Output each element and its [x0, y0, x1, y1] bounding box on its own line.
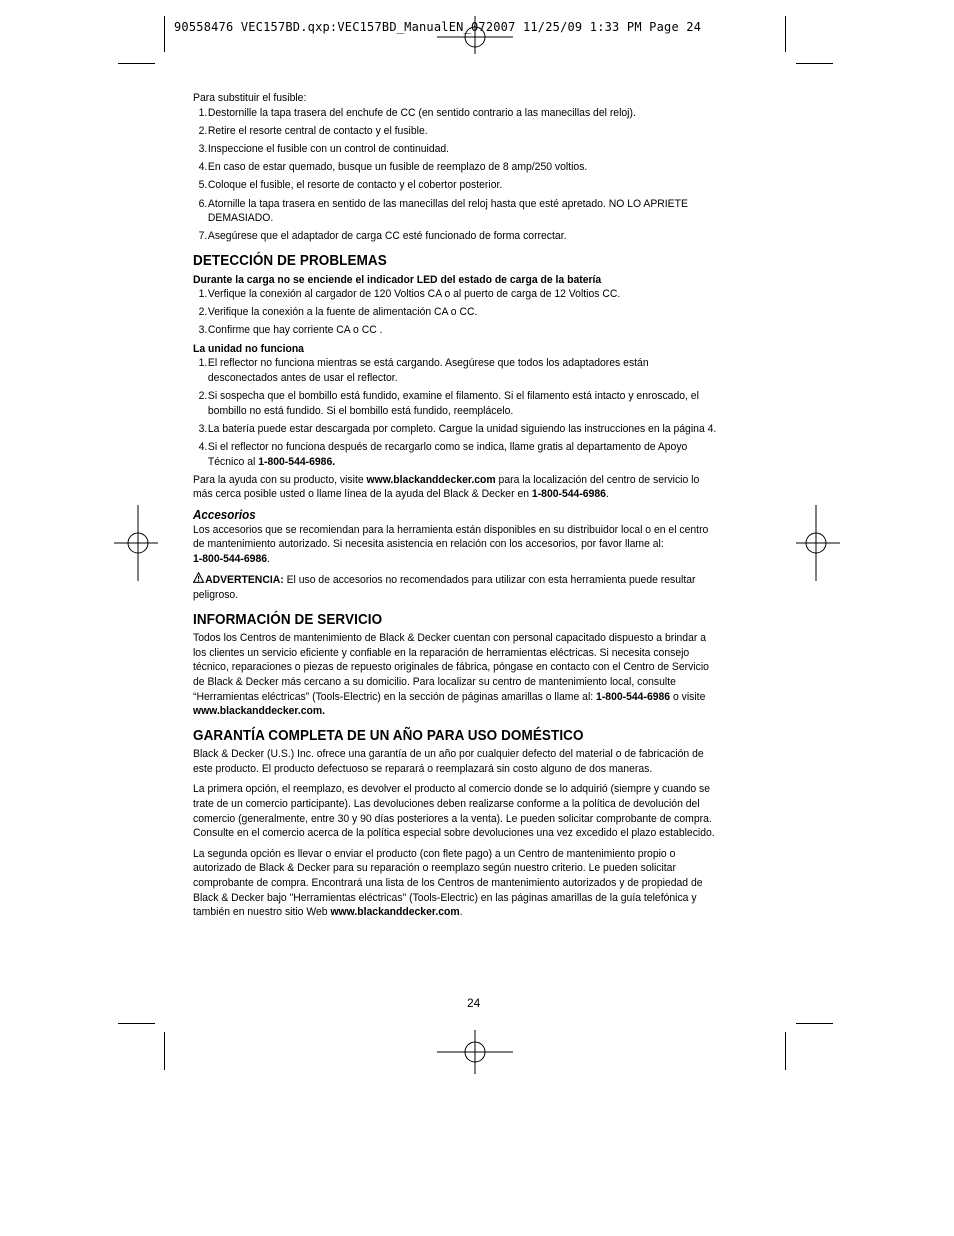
led-steps: [193, 287, 721, 338]
registration-mark-icon: [796, 505, 840, 581]
unit-not-working-subheading: La unidad no funciona: [193, 342, 304, 355]
list-item: 2. Retire el resorte central de contacto y el fusible.: [198, 124, 428, 137]
list-item: 3. Confirme que hay corriente CA o CC .: [198, 324, 383, 337]
list-item: 1. El reflector no funciona mientras se está cargando. Asegúrese que todos los adaptadores están desconectados antes de usar el reflector.: [198, 357, 649, 384]
crop-mark: [164, 1032, 165, 1070]
phone-number: 1-800-544-6986: [193, 552, 268, 565]
service-heading: INFORMACIÓN DE SERVICIO: [193, 611, 383, 628]
accessories-heading: Accesorios: [193, 507, 256, 522]
service-paragraph: Todos los Centros de mantenimiento de Black & Decker cuentan con personal capacitado dispuesto a brindar a los clientes un servicio eficiente y confiable en la reparación de herramientas eléctricas. Si necesita consejo técnico, reparaciones o piezas de repuesto originales de fábrica, póngase en contacto con el Centro de Servicio de Black & Decker más cercano a su domicilio. Para localizar su centro de mantenimiento local, consulte “Herramientas eléctricas” (Tools-Electric) en la sección de páginas amarillas o llame al: 1-800-544-6986 o visite www.blackanddecker.com.: [193, 632, 709, 718]
website-link[interactable]: www.blackanddecker.com.: [193, 705, 326, 718]
list-item: 2. Verifique la conexión a la fuente de alimentación CA o CC.: [198, 306, 478, 319]
phone-number: 1-800-544-6986: [596, 690, 671, 703]
website-link[interactable]: www.blackanddecker.com: [330, 906, 460, 919]
troubleshooting-heading: DETECCIÓN DE PROBLEMAS: [193, 252, 387, 269]
list-item: 4. En caso de estar quemado, busque un fusible de reemplazo de 8 amp/250 voltios.: [198, 161, 588, 174]
crop-mark: [785, 1032, 786, 1070]
list-item: 3. Inspeccione el fusible con un control de continuidad.: [198, 142, 450, 155]
registration-mark-icon: [114, 505, 158, 581]
crop-mark: [785, 16, 786, 52]
warranty-paragraph-1: Black & Decker (U.S.) Inc. ofrece una garantía de un año por cualquier defecto del material o de fabricación de este producto. El producto defectuoso se reparará o reemplazará sin costo alguno de dos maneras.: [193, 748, 704, 775]
help-paragraph: Para la ayuda con su producto, visite www.blackanddecker.com para la localización del centro de servicio lo más cerca posible usted o llame línea de la ayuda del Black & Decker en 1-800-544-6986.: [193, 473, 700, 501]
phone-number: 1-800-544-6986.: [258, 455, 336, 468]
list-item: 3. La batería puede estar descargada por completo. Cargue la unidad siguiendo las instrucciones en la página 4.: [198, 422, 717, 435]
warranty-paragraph-2: La primera opción, el reemplazo, es devolver el producto al comercio donde se lo adquirió (siempre y cuando se trate de un comercio participante). Las devoluciones deben realizarse conforme a la política de devolución del comercio (generalmente, entre 30 y 90 días posteriores a la venta). Le pueden solicitar comprobante de compra. Consulte en el comercio acerca de la política especial sobre devoluciones una vez excedido el plazo establecido.: [193, 783, 715, 840]
page-content: [193, 91, 721, 926]
crop-mark: [164, 16, 165, 52]
list-item: 1. Verfique la conexión al cargador de 120 Voltios CA o al puerto de carga de 12 Voltios CC.: [198, 288, 621, 301]
print-slug: 90558476 VEC157BD.qxp:VEC157BD_ManualEN_072007 11/25/09 1:33 PM Page 24: [174, 20, 702, 34]
crop-mark: [118, 63, 155, 64]
warning-triangle-icon: [193, 572, 205, 588]
crop-mark: [118, 1023, 155, 1024]
warranty-paragraph-3: La segunda opción es llevar o enviar el producto (con flete pago) a un Centro de mantenimiento propio o autorizado de Black & Decker para su reparación o reemplazo según nuestro criterio. Le pueden solicitar comprobante de compra. Encontrará una lista de los Centros de mantenimiento autorizados y de propiedad de Black & Decker bajo "Herramientas eléctricas" (Tools-Electric) en las páginas amarillas de la guía telefónica y también en nuestro sitio Web www.blackanddecker.com.: [193, 847, 703, 919]
list-item: 1. Destornille la tapa trasera del enchufe de CC (en sentido contrario a las manecillas del reloj).: [198, 106, 636, 119]
page-number: 24: [467, 996, 481, 1010]
fuse-steps: [193, 106, 721, 244]
phone-number: 1-800-544-6986: [531, 488, 606, 501]
crop-mark: [796, 1023, 833, 1024]
registration-mark-icon: [437, 1030, 513, 1074]
list-item: 2. Si sospecha que el bombillo está fundido, examine el filamento. Si el filamento está intacto y enroscado, el bombillo no está fundido. Si el bombillo está fundido, reemplácelo.: [198, 390, 699, 417]
troubleshooting-subheading: Durante la carga no se enciende el indicador LED del estado de carga de la batería: [193, 273, 602, 286]
warranty-heading: GARANTÍA COMPLETA DE UN AÑO PARA USO DOMÉSTICO: [193, 727, 584, 744]
warning-paragraph: ADVERTENCIA: El uso de accesorios no recomendados para utilizar con esta herramienta puede resultar peligroso.: [193, 574, 696, 601]
accessories-paragraph: Los accesorios que se recomiendan para la herramienta están disponibles en su distribuidor local o en el centro de mantenimiento autorizado. Si necesita asistencia en relación con los accesorios, por favor llame al:: [193, 523, 709, 551]
list-item: 4. Si el reflector no funciona después de recargarlo como se indica, llame gratis al departamento de Apoyo Técnico al 1-800-544-6986.: [198, 441, 688, 468]
unit-steps: [193, 356, 721, 469]
fuse-intro: Para substituir el fusible:: [193, 92, 307, 104]
crop-mark: [796, 63, 833, 64]
list-item: 6. Atornille la tapa trasera en sentido de las manecillas del reloj hasta que esté apretado. NO LO APRIETE DEMASIADO.: [198, 197, 688, 225]
accessories-phone-line: 1-800-544-6986.: [193, 552, 270, 565]
website-link[interactable]: www.blackanddecker.com: [366, 473, 496, 486]
warning-label: ADVERTENCIA:: [205, 574, 284, 587]
list-item: 7. Asegúrese que el adaptador de carga CC esté funcionado de forma correctar.: [198, 230, 567, 243]
list-item: 5. Coloque el fusible, el resorte de contacto y el cobertor posterior.: [198, 179, 503, 192]
registration-mark-icon: [437, 16, 513, 56]
